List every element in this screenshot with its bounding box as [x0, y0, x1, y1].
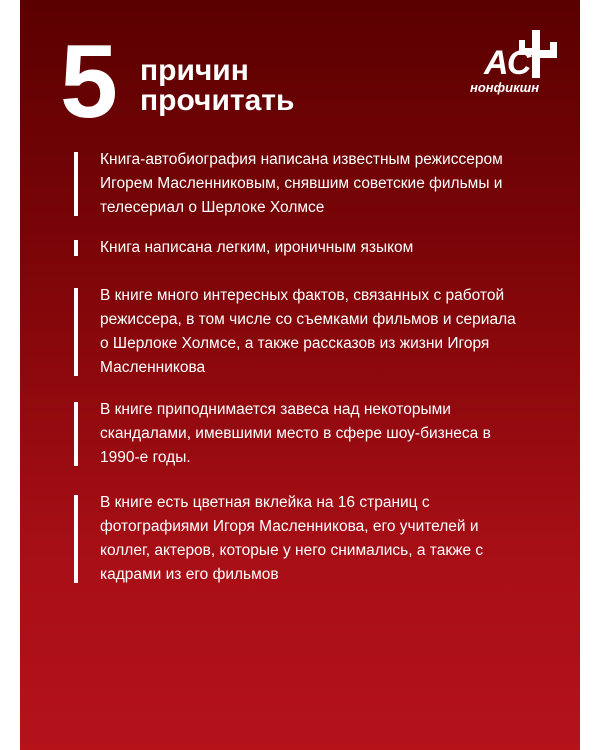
reason-bar — [74, 402, 78, 466]
reason-text: В книге приподнимается завеса над некоторыми скандалами, имевшими место в сфере шоу-бизнеса в 1990-е годы. — [100, 401, 491, 466]
heading-line-2: прочитать — [140, 84, 295, 117]
reason-bar — [74, 495, 78, 583]
logo-subtitle: нонфикшн — [470, 80, 540, 95]
reason-text: Книга-автобиография написана известным режиссером Игорем Масленниковым, снявшим советские фильмы и телесериал о Шерлоке Холмсе — [100, 151, 503, 216]
reason-item-1 — [74, 148, 514, 220]
reason-item-3 — [74, 284, 514, 380]
reason-text: Книга написана легким, ироничным языком — [100, 239, 414, 256]
reason-item-4 — [74, 398, 514, 470]
logo-brand: АС — [484, 44, 532, 82]
promo-card — [20, 0, 580, 750]
reason-item-5 — [74, 491, 514, 587]
reason-item-2 — [74, 236, 514, 260]
reason-text: В книге много интересных фактов, связанных с работой режиссера, в том числе со съемками фильмов и сериала о Шерлоке Холмсе, а также рассказов из жизни Игоря Масленникова — [100, 287, 516, 376]
heading-line-1: причин — [140, 54, 249, 87]
reason-bar — [74, 152, 78, 216]
reasons-count: 5 — [60, 24, 116, 140]
reason-bar — [74, 288, 78, 376]
reason-bar — [74, 240, 78, 256]
publisher-logo — [470, 20, 570, 100]
reason-text: В книге есть цветная вклейка на 16 страниц с фотографиями Игоря Масленникова, его учителей и коллег, актеров, которые у него снимались, а также с кадрами из его фильмов — [100, 494, 484, 583]
